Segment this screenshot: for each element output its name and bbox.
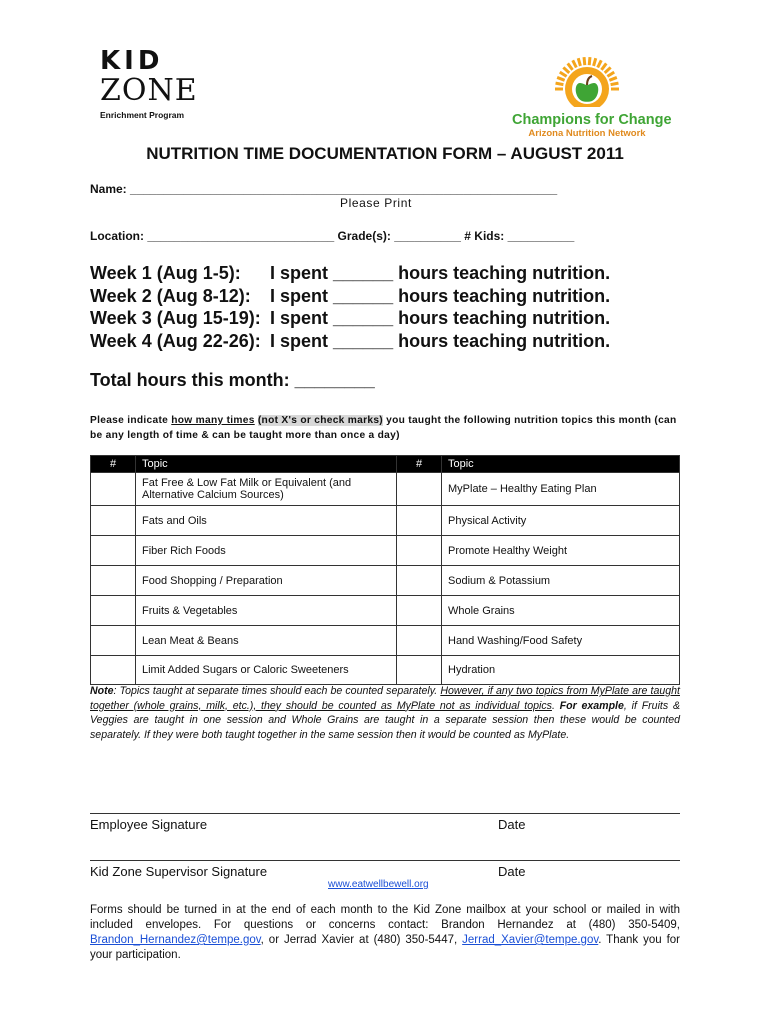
count-cell[interactable] [397,596,442,626]
sun-ray [563,67,569,72]
champions-subtitle: Arizona Nutrition Network [528,128,646,139]
count-cell[interactable] [91,506,136,536]
email-link-jerrad[interactable]: Jerrad_Xavier@tempe.gov [462,934,599,946]
email-link-brandon[interactable]: Brandon_Hernandez@tempe.gov [90,934,261,946]
note-text: : Topics taught at separate times should each be counted separately. [113,685,441,697]
sun-ray [601,63,606,69]
note-bold: For example [559,699,624,712]
week-label: Week 2 (Aug 8-12): [90,285,251,306]
week-text: I spent ______ hours teaching nutrition. [270,308,611,328]
employee-signature-line[interactable] [90,813,680,814]
sun-ray [607,72,614,76]
kid-zone-logo-zone: ZONE [100,73,198,108]
instr-part: Please indicate [90,415,172,426]
topic-cell: Lean Meat & Beans [136,626,397,656]
supervisor-signature-line[interactable] [90,860,680,861]
supervisor-signature-label: Kid Zone Supervisor Signature [90,864,268,879]
count-cell[interactable] [91,536,136,566]
week-row[interactable] [90,285,610,308]
note-label: Note [90,685,114,697]
topic-cell: Promote Healthy Weight [442,536,680,566]
count-cell[interactable] [397,506,442,536]
topic-cell: Physical Activity [442,506,680,536]
count-cell[interactable] [91,656,136,685]
week-text: I spent ______ hours teaching nutrition. [270,263,611,283]
header-count: # [91,456,136,473]
sun-ray [589,57,590,65]
website-link[interactable]: www.eatwellbewell.org [328,879,429,890]
kid-zone-logo-kid: KID [100,46,164,76]
weeks-block [90,262,610,352]
week-label: Week 3 (Aug 15-19): [90,308,261,328]
footer-part: Forms should be turned in at the end of each month to the Kid Zone mailbox at your school or mailed in with included envelopes. For questions or concerns contact: Brandon Hernandez at (480) 350-5409, [90,904,680,931]
table-header-row [91,456,680,473]
topic-cell: Sodium & Potassium [442,566,680,596]
name-blank[interactable]: ________________________________________________________________ [130,182,558,196]
count-cell[interactable] [397,626,442,656]
form-title: NUTRITION TIME DOCUMENTATION FORM – AUGUST 2011 [146,144,624,163]
employee-date-label: Date [498,817,526,832]
location-line[interactable]: Location: ____________________________ Grade(s): __________ # Kids: __________ [90,229,575,243]
sun-ray [611,83,619,84]
note-paragraph [90,684,680,742]
topic-cell: Hydration [442,656,680,685]
count-cell[interactable] [91,566,136,596]
sun-ray [609,77,616,80]
header-count: # [397,456,442,473]
header-topic: Topic [136,456,397,473]
footer-text [90,903,680,963]
sun-apple-icon [512,55,662,107]
week-label: Week 1 (Aug 1-5): [90,263,241,283]
topic-cell: Fiber Rich Foods [136,536,397,566]
note-underlined: However, if any two topics from MyPlate are taught together (whole grains, milk, etc.), they should be counted as MyPlate not as individual topics [90,685,680,712]
topic-cell: Food Shopping / Preparation [136,566,397,596]
sun-ray [557,77,564,80]
topic-cell: Limit Added Sugars or Caloric Sweeteners [136,656,397,685]
sun-ray [594,58,596,66]
sun-ray [605,67,611,72]
name-hint: Please Print [340,196,412,210]
champions-title: Champions for Change [512,112,672,128]
kid-zone-logo-program: Enrichment Program [100,110,185,120]
count-cell[interactable] [397,656,442,685]
sun-ray [578,58,580,66]
count-cell[interactable] [91,596,136,626]
week-text: I spent ______ hours teaching nutrition. [270,285,611,306]
note-text: , if Fruits & Veggies are taught in one session and Whole Grains are taught in a separate session then these would be counted separately. If they were both taught together in the same session then it would be counted as MyPlate. [90,699,681,741]
instructions [90,413,680,443]
topic-cell: Whole Grains [442,596,680,626]
note-text: . [551,699,560,712]
count-cell[interactable] [397,473,442,506]
count-cell[interactable] [397,536,442,566]
table-row [91,626,680,656]
topic-cell: Fruits & Vegetables [136,596,397,626]
table-row [91,473,680,506]
sun-ray [560,72,567,76]
table-row [91,536,680,566]
header-topic: Topic [442,456,680,473]
instr-highlight: (not X's or check marks) [257,415,383,426]
name-line[interactable] [90,182,557,196]
count-cell[interactable] [91,473,136,506]
table-row [91,566,680,596]
count-cell[interactable] [397,566,442,596]
table-row [91,506,680,536]
total-hours[interactable]: Total hours this month: ________ [90,370,375,390]
sun-ray [584,57,585,65]
week-row[interactable] [90,262,610,285]
topics-table [90,455,680,685]
sun-ray [556,83,564,84]
supervisor-date-label: Date [498,864,526,879]
sun-ray [598,60,602,67]
kid-zone-logo [100,46,198,136]
topic-cell: Fat Free & Low Fat Milk or Equivalent (and Alternative Calcium Sources) [136,473,397,506]
instr-underlined: how many times [171,415,255,426]
name-label: Name: [90,182,127,196]
table-row [91,596,680,626]
champions-for-change-logo [512,55,672,143]
sun-ray [568,63,573,69]
week-text: I spent ______ hours teaching nutrition. [270,330,611,351]
topic-cell: Fats and Oils [136,506,397,536]
topic-cell: Hand Washing/Food Safety [442,626,680,656]
count-cell[interactable] [91,626,136,656]
topic-cell: MyPlate – Healthy Eating Plan [442,473,680,506]
sun-ray [573,60,577,67]
week-label: Week 4 (Aug 22-26): [90,330,261,351]
footer-part: . Thank you for your participation. [90,934,681,961]
footer-part: , or Jerrad Xavier at (480) 350-5447, [260,934,463,946]
employee-signature-label: Employee Signature [90,817,208,832]
instr-part: you taught the following nutrition topics this month (can be any length of time & can be taught more than once a day) [90,415,677,441]
week-row[interactable] [90,307,610,330]
table-row [91,656,680,685]
week-row[interactable] [90,330,610,353]
